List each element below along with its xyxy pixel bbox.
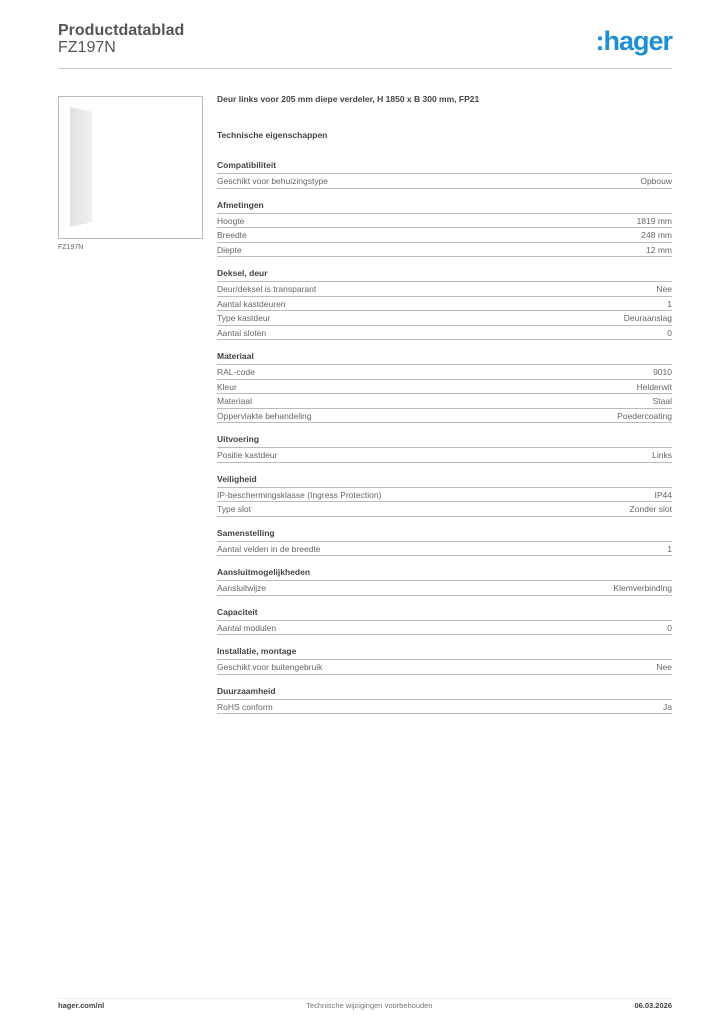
spec-label: RoHS conform xyxy=(217,701,273,712)
spec-label: Materiaal xyxy=(217,396,252,406)
spec-row xyxy=(217,297,672,312)
spec-label: Type kastdeur xyxy=(217,313,271,323)
spec-label: RAL-code xyxy=(217,367,255,377)
spec-value: 9010 xyxy=(653,367,672,377)
spec-label: Type slot xyxy=(217,504,252,514)
spec-value: 0 xyxy=(667,327,672,338)
spec-section xyxy=(217,350,672,423)
spec-value: 1 xyxy=(667,298,672,309)
section-heading: Compatibiliteit xyxy=(217,159,672,174)
section-heading: Afmetingen xyxy=(217,199,672,214)
spec-value: 12 mm xyxy=(646,244,672,255)
page-title: Productdatablad xyxy=(58,22,185,39)
spec-row xyxy=(217,488,672,503)
spec-value: Opbouw xyxy=(640,176,672,186)
section-heading: Deksel, deur xyxy=(217,267,672,282)
spec-sections xyxy=(217,159,672,714)
spec-value: 0 xyxy=(667,622,672,633)
footer xyxy=(58,998,672,1010)
spec-label: Positie kastdeur xyxy=(217,450,278,460)
spec-label: Aantal modulen xyxy=(217,622,277,633)
spec-value: IP44 xyxy=(654,489,672,500)
spec-label: Diepte xyxy=(217,244,242,255)
spec-label: Aantal sloten xyxy=(217,327,267,338)
spec-row xyxy=(217,700,672,715)
spec-row xyxy=(217,542,672,557)
spec-row xyxy=(217,243,672,258)
spec-label: Oppervlakte behandeling xyxy=(217,410,312,421)
spec-value: Nee xyxy=(656,662,672,672)
spec-row xyxy=(217,326,672,341)
spec-label: Geschikt voor behuizingstype xyxy=(217,176,329,186)
footer-disclaimer: Technische wijzigingen voorbehouden xyxy=(306,1001,433,1010)
spec-row xyxy=(217,660,672,675)
spec-value: 1 xyxy=(667,543,672,554)
spec-label: Kleur xyxy=(217,381,237,392)
spec-label: Aansluitwijze xyxy=(217,583,267,593)
section-heading: Veiligheid xyxy=(217,473,672,488)
section-heading: Materiaal xyxy=(217,350,672,365)
spec-section xyxy=(217,566,672,596)
header-divider xyxy=(58,68,672,69)
spec-content xyxy=(217,94,672,724)
spec-section xyxy=(217,645,672,675)
spec-section xyxy=(217,606,672,636)
hager-logo: :hager xyxy=(595,26,672,56)
spec-value: Poedercoating xyxy=(617,410,672,421)
spec-value: Klemverbinding xyxy=(613,583,672,593)
image-caption: FZ197N xyxy=(58,244,84,251)
spec-row xyxy=(217,448,672,463)
spec-row xyxy=(217,380,672,395)
tech-heading: Technische eigenschappen xyxy=(217,130,328,140)
spec-value: Helderwit xyxy=(636,381,672,392)
spec-section xyxy=(217,527,672,557)
footer-website[interactable]: hager.com/nl xyxy=(58,1001,105,1010)
spec-section xyxy=(217,433,672,463)
spec-section xyxy=(217,159,672,189)
spec-label: Hoogte xyxy=(217,215,245,226)
product-code: FZ197N xyxy=(58,39,116,56)
spec-row xyxy=(217,621,672,636)
spec-label: Geschikt voor buitengebruik xyxy=(217,662,323,672)
spec-row xyxy=(217,581,672,596)
spec-label: IP-beschermingsklasse (Ingress Protection) xyxy=(217,489,382,500)
spec-label: Breedte xyxy=(217,230,247,240)
product-image xyxy=(58,96,203,239)
spec-value: Zonder slot xyxy=(629,504,672,514)
spec-value: 1819 mm xyxy=(636,215,672,226)
spec-value: Ja xyxy=(663,701,672,712)
section-heading: Samenstelling xyxy=(217,527,672,542)
spec-label: Deur/deksel is transparant xyxy=(217,284,317,294)
spec-row xyxy=(217,228,672,243)
spec-section xyxy=(217,685,672,715)
spec-row xyxy=(217,214,672,229)
spec-section xyxy=(217,473,672,517)
spec-row xyxy=(217,174,672,189)
footer-date: 06.03.2026 xyxy=(634,1001,672,1010)
spec-label: Aantal kastdeuren xyxy=(217,298,286,309)
spec-row xyxy=(217,394,672,409)
spec-value: Deuraanslag xyxy=(623,313,672,323)
section-heading: Uitvoering xyxy=(217,433,672,448)
section-heading: Capaciteit xyxy=(217,606,672,621)
spec-row xyxy=(217,502,672,517)
spec-row xyxy=(217,282,672,297)
product-description: Deur links voor 205 mm diepe verdeler, H 1850 x B 300 mm, FP21 xyxy=(217,94,480,104)
spec-section xyxy=(217,267,672,340)
spec-label: Aantal velden in de breedte xyxy=(217,543,321,554)
spec-row xyxy=(217,365,672,380)
spec-section xyxy=(217,199,672,258)
section-heading: Aansluitmogelijkheden xyxy=(217,566,672,581)
spec-value: Staal xyxy=(652,396,672,406)
spec-row xyxy=(217,409,672,424)
section-heading: Installatie, montage xyxy=(217,645,672,660)
door-image xyxy=(70,107,92,227)
spec-value: Nee xyxy=(656,284,672,294)
section-heading: Duurzaamheid xyxy=(217,685,672,700)
spec-value: Links xyxy=(652,450,672,460)
spec-row xyxy=(217,311,672,326)
spec-value: 248 mm xyxy=(641,230,672,240)
